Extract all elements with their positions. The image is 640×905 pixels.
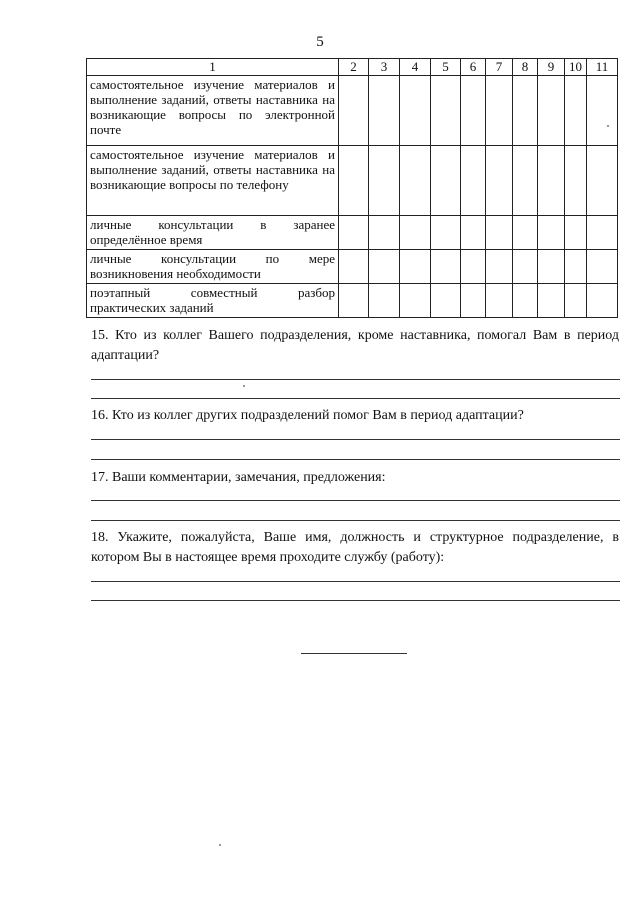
answer-line-18b[interactable] bbox=[91, 600, 620, 601]
answer-line-16a[interactable] bbox=[91, 439, 620, 440]
answer-cell[interactable] bbox=[486, 284, 513, 318]
table-row bbox=[87, 146, 618, 216]
column-header: 10 bbox=[565, 59, 587, 76]
page-number: 5 bbox=[316, 34, 324, 50]
answer-cell[interactable] bbox=[431, 76, 461, 146]
answer-cell[interactable] bbox=[486, 76, 513, 146]
answer-cell[interactable] bbox=[565, 284, 587, 318]
survey-table bbox=[86, 58, 618, 318]
scan-speck bbox=[607, 125, 609, 127]
column-header: 11 bbox=[587, 59, 618, 76]
column-header: 9 bbox=[538, 59, 565, 76]
answer-cell[interactable] bbox=[400, 284, 431, 318]
answer-cell[interactable] bbox=[538, 76, 565, 146]
answer-cell[interactable] bbox=[461, 250, 486, 284]
answer-cell[interactable] bbox=[369, 250, 400, 284]
answer-cell[interactable] bbox=[431, 284, 461, 318]
question-18: 18. Укажите, пожалуйста, Ваше имя, должность и структурное подразделение, в котором Вы в настоящее время проходите службу (работу): bbox=[91, 530, 619, 565]
answer-cell[interactable] bbox=[565, 250, 587, 284]
answer-cell[interactable] bbox=[461, 216, 486, 250]
end-of-document-line bbox=[301, 653, 407, 654]
column-header: 8 bbox=[513, 59, 538, 76]
answer-cell[interactable] bbox=[369, 284, 400, 318]
answer-line-17a[interactable] bbox=[91, 500, 620, 501]
row-label: личные консультации по мере возникновения необходимости bbox=[87, 250, 339, 284]
answer-cell[interactable] bbox=[587, 250, 618, 284]
column-header: 4 bbox=[400, 59, 431, 76]
answer-cell[interactable] bbox=[538, 284, 565, 318]
row-label: поэтапный совместный разбор практических заданий bbox=[87, 284, 339, 318]
column-header: 2 bbox=[339, 59, 369, 76]
answer-cell[interactable] bbox=[513, 146, 538, 216]
answer-cell[interactable] bbox=[339, 284, 369, 318]
answer-cell[interactable] bbox=[369, 216, 400, 250]
question-15: 15. Кто из коллег Вашего подразделения, кроме наставника, помогал Вам в период адаптации? bbox=[91, 328, 619, 363]
answer-cell[interactable] bbox=[339, 76, 369, 146]
answer-cell[interactable] bbox=[400, 76, 431, 146]
answer-line-18a[interactable] bbox=[91, 581, 620, 582]
answer-cell[interactable] bbox=[513, 284, 538, 318]
answer-cell[interactable] bbox=[565, 146, 587, 216]
column-header: 3 bbox=[369, 59, 400, 76]
answer-cell[interactable] bbox=[587, 146, 618, 216]
answer-cell[interactable] bbox=[538, 216, 565, 250]
answer-cell[interactable] bbox=[339, 146, 369, 216]
table-header-row bbox=[87, 59, 618, 76]
answer-cell[interactable] bbox=[513, 216, 538, 250]
answer-cell[interactable] bbox=[461, 284, 486, 318]
answer-cell[interactable] bbox=[369, 146, 400, 216]
answer-line-17b[interactable] bbox=[91, 520, 620, 521]
answer-cell[interactable] bbox=[587, 216, 618, 250]
answer-cell[interactable] bbox=[461, 146, 486, 216]
answer-cell[interactable] bbox=[431, 216, 461, 250]
answer-line-15b[interactable] bbox=[91, 398, 620, 399]
answer-cell[interactable] bbox=[565, 216, 587, 250]
answer-cell[interactable] bbox=[400, 146, 431, 216]
question-17: 17. Ваши комментарии, замечания, предложения: bbox=[91, 470, 386, 485]
column-header: 1 bbox=[87, 59, 339, 76]
row-label: личные консультации в заранее определённое время bbox=[87, 216, 339, 250]
row-label: самостоятельное изучение материалов и выполнение заданий, ответы наставника на возникающие вопросы по телефону bbox=[87, 146, 339, 216]
answer-cell[interactable] bbox=[513, 250, 538, 284]
table-row bbox=[87, 284, 618, 318]
answer-cell[interactable] bbox=[339, 250, 369, 284]
table-row bbox=[87, 250, 618, 284]
answer-cell[interactable] bbox=[431, 250, 461, 284]
scan-speck bbox=[219, 844, 221, 846]
answer-cell[interactable] bbox=[400, 216, 431, 250]
answer-cell[interactable] bbox=[538, 250, 565, 284]
answer-cell[interactable] bbox=[431, 146, 461, 216]
answer-cell[interactable] bbox=[486, 216, 513, 250]
answer-cell[interactable] bbox=[565, 76, 587, 146]
column-header: 6 bbox=[461, 59, 486, 76]
answer-cell[interactable] bbox=[400, 250, 431, 284]
answer-cell[interactable] bbox=[486, 146, 513, 216]
column-header: 7 bbox=[486, 59, 513, 76]
column-header: 5 bbox=[431, 59, 461, 76]
answer-cell[interactable] bbox=[369, 76, 400, 146]
table-row bbox=[87, 216, 618, 250]
answer-cell[interactable] bbox=[538, 146, 565, 216]
table-row bbox=[87, 76, 618, 146]
row-label: самостоятельное изучение материалов и выполнение заданий, ответы наставника на возникающие вопросы по электронной почте bbox=[87, 76, 339, 146]
answer-cell[interactable] bbox=[461, 76, 486, 146]
answer-cell[interactable] bbox=[513, 76, 538, 146]
answer-cell[interactable] bbox=[587, 76, 618, 146]
answer-line-15a[interactable] bbox=[91, 379, 620, 380]
scan-speck bbox=[243, 385, 245, 387]
answer-cell[interactable] bbox=[587, 284, 618, 318]
answer-cell[interactable] bbox=[486, 250, 513, 284]
question-16: 16. Кто из коллег других подразделений помог Вам в период адаптации? bbox=[91, 408, 524, 423]
answer-line-16b[interactable] bbox=[91, 459, 620, 460]
answer-cell[interactable] bbox=[339, 216, 369, 250]
